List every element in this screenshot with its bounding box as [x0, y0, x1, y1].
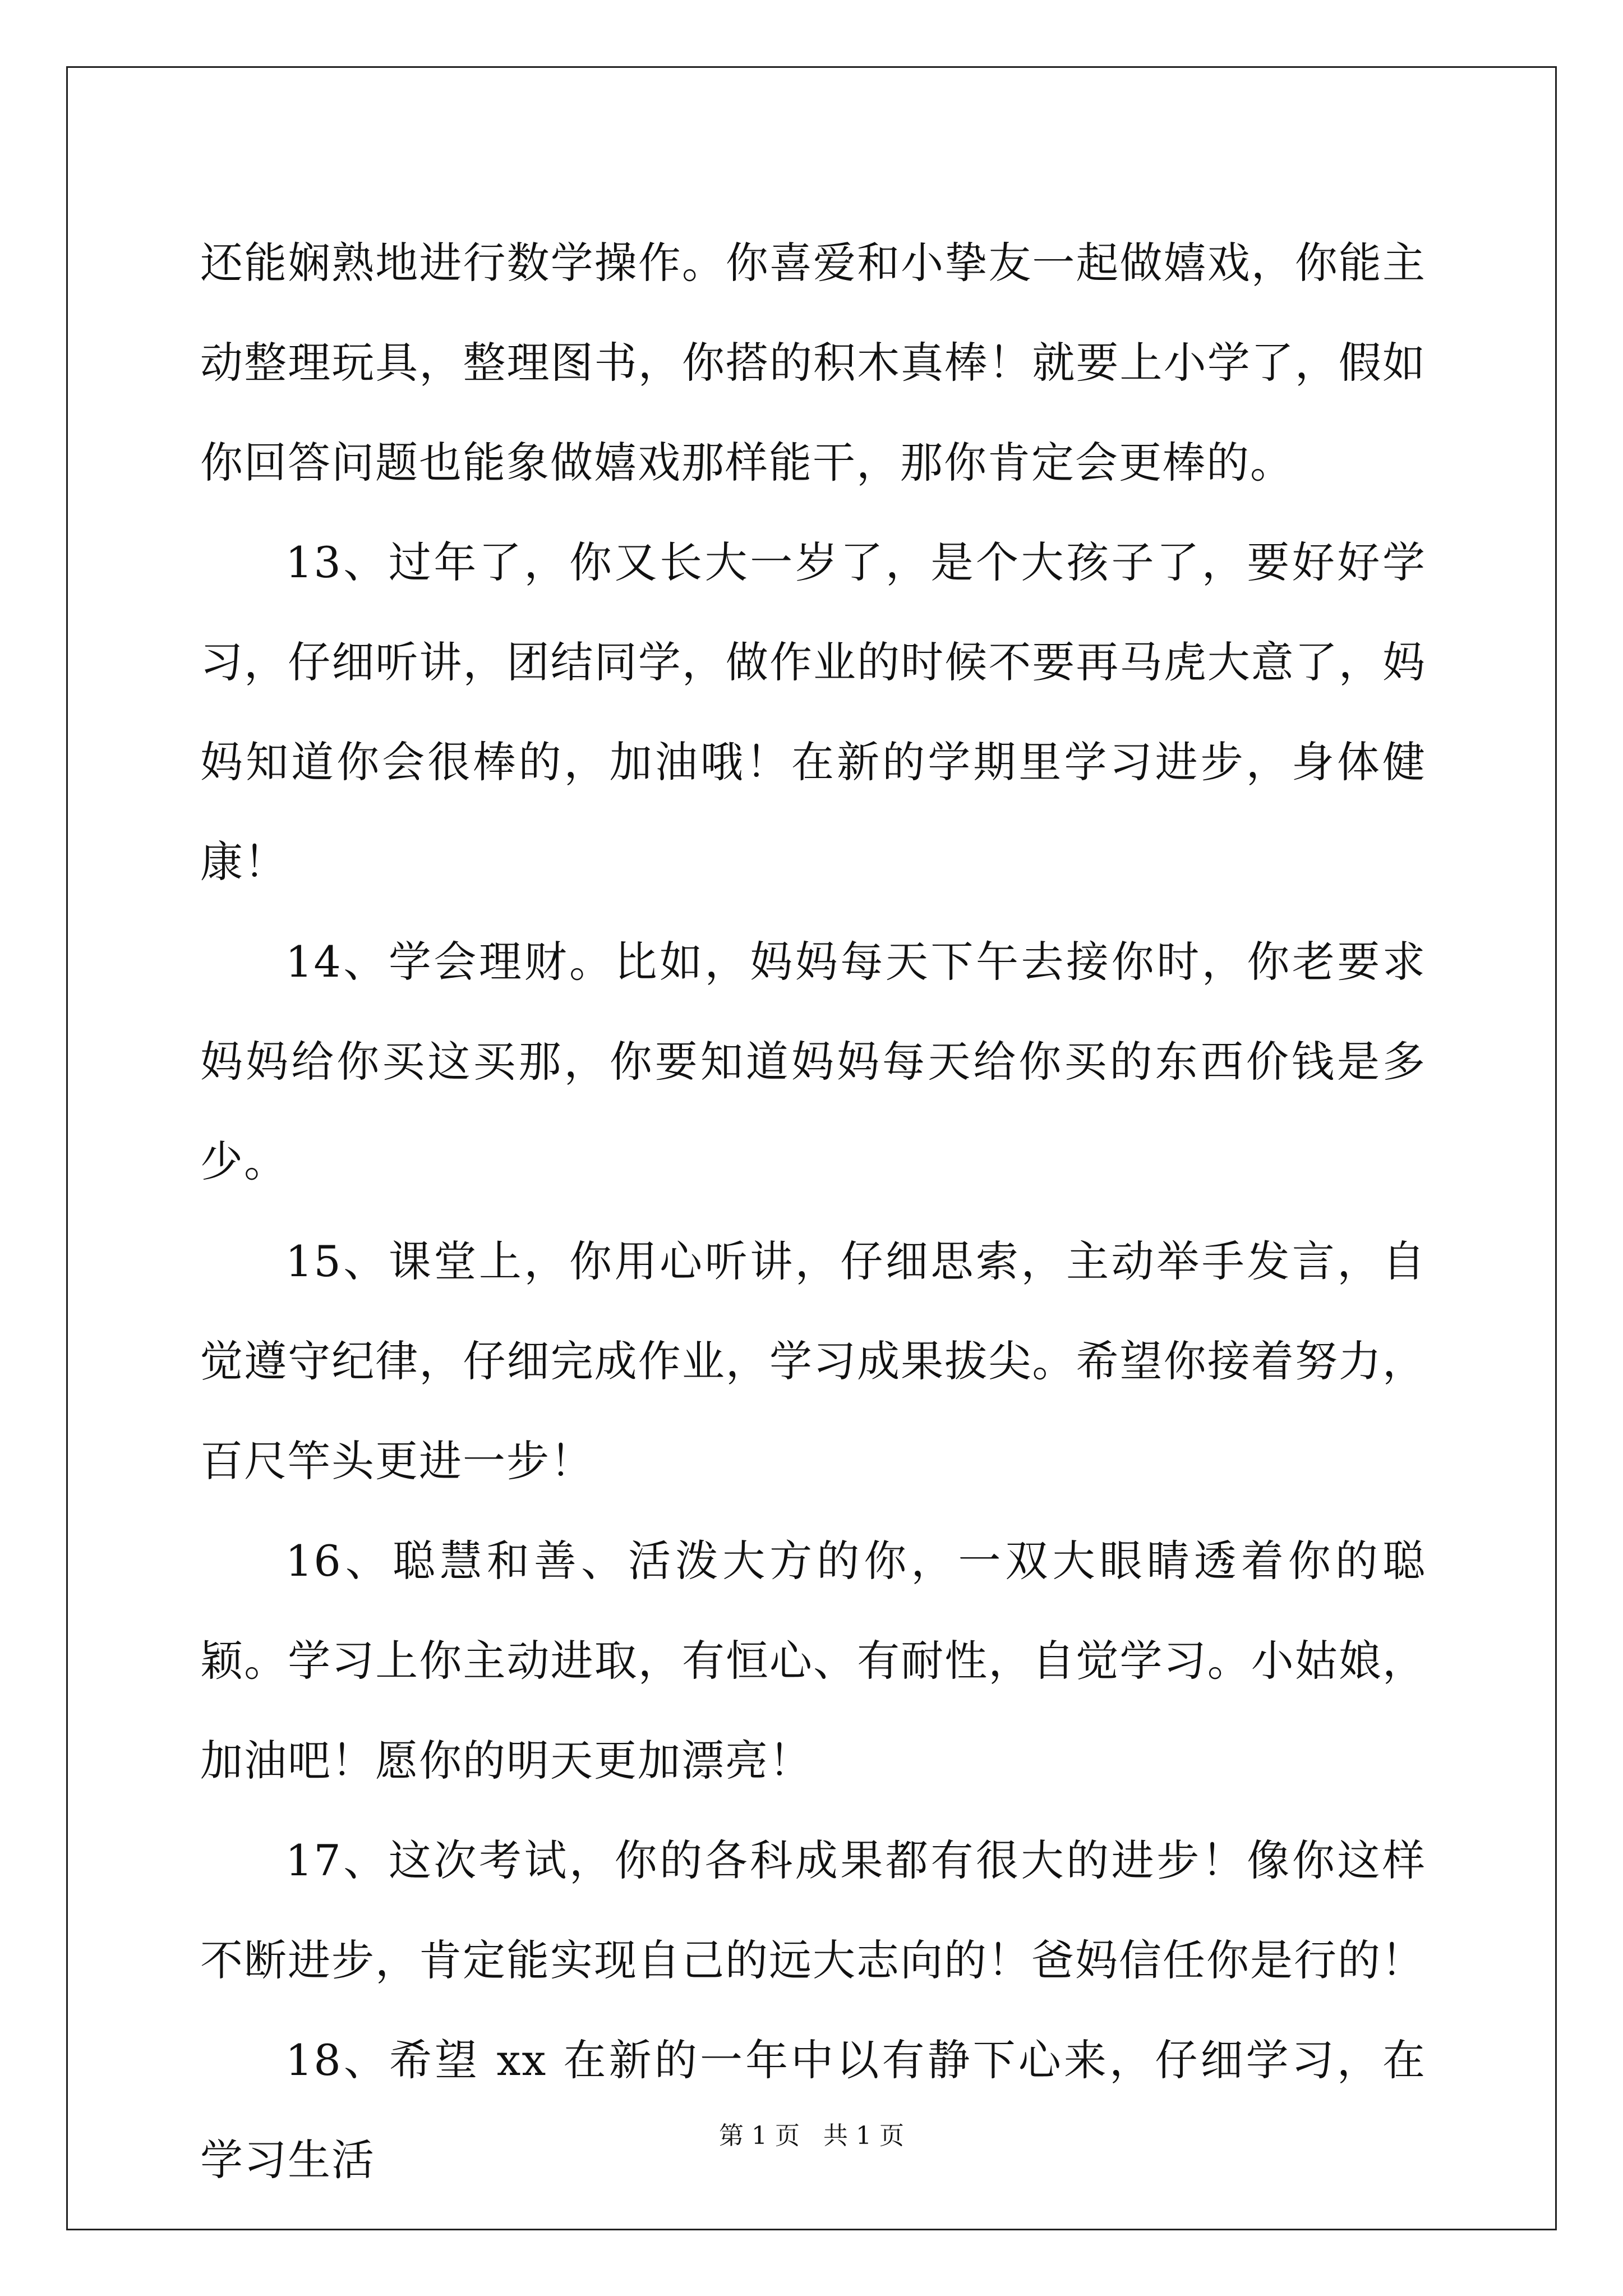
paragraph-13: 13、过年了，你又长大一岁了，是个大孩子了，要好好学习，仔细听讲，团结同学，做作业的时候不要再马虎大意了，妈妈知道你会很棒的，加油哦！在新的学期里学习进步，身体健康！ [200, 537, 1426, 887]
paragraph-continued: 还能娴熟地进行数学操作。你喜爱和小挚友一起做嬉戏，你能主动整理玩具，整理图书，你搭的积木真棒！就要上小学了，假如你回答问题也能象做嬉戏那样能干，那你肯定会更棒的。 [200, 238, 1426, 487]
paragraph-16: 16、聪慧和善、活泼大方的你，一双大眼睛透着你的聪颖。学习上你主动进取，有恒心、有耐性，自觉学习。小姑娘，加油吧！愿你的明天更加漂亮！ [200, 1536, 1426, 1786]
paragraph-18: 18、希望 xx 在新的一年中以有静下心来，仔细学习，在学习生活 [200, 2035, 1426, 2185]
paragraph-15: 15、课堂上，你用心听讲，仔细思索，主动举手发言，自觉遵守纪律，仔细完成作业，学习成果拔尖。希望你接着努力，百尺竿头更进一步！ [200, 1236, 1426, 1486]
paragraph-14: 14、学会理财。比如，妈妈每天下午去接你时，你老要求妈妈给你买这买那，你要知道妈妈每天给你买的东西价钱是多少。 [200, 937, 1426, 1186]
page-total: 共 1 页 [823, 2122, 904, 2150]
page-number: 第 1 页 [719, 2122, 800, 2150]
page-footer [0, 2119, 1623, 2153]
document-body [200, 213, 1426, 2210]
paragraph-17: 17、这次考试，你的各科成果都有很大的进步！像你这样不断进步，肯定能实现自己的远大志向的！爸妈信任你是行的！ [200, 1835, 1426, 1985]
